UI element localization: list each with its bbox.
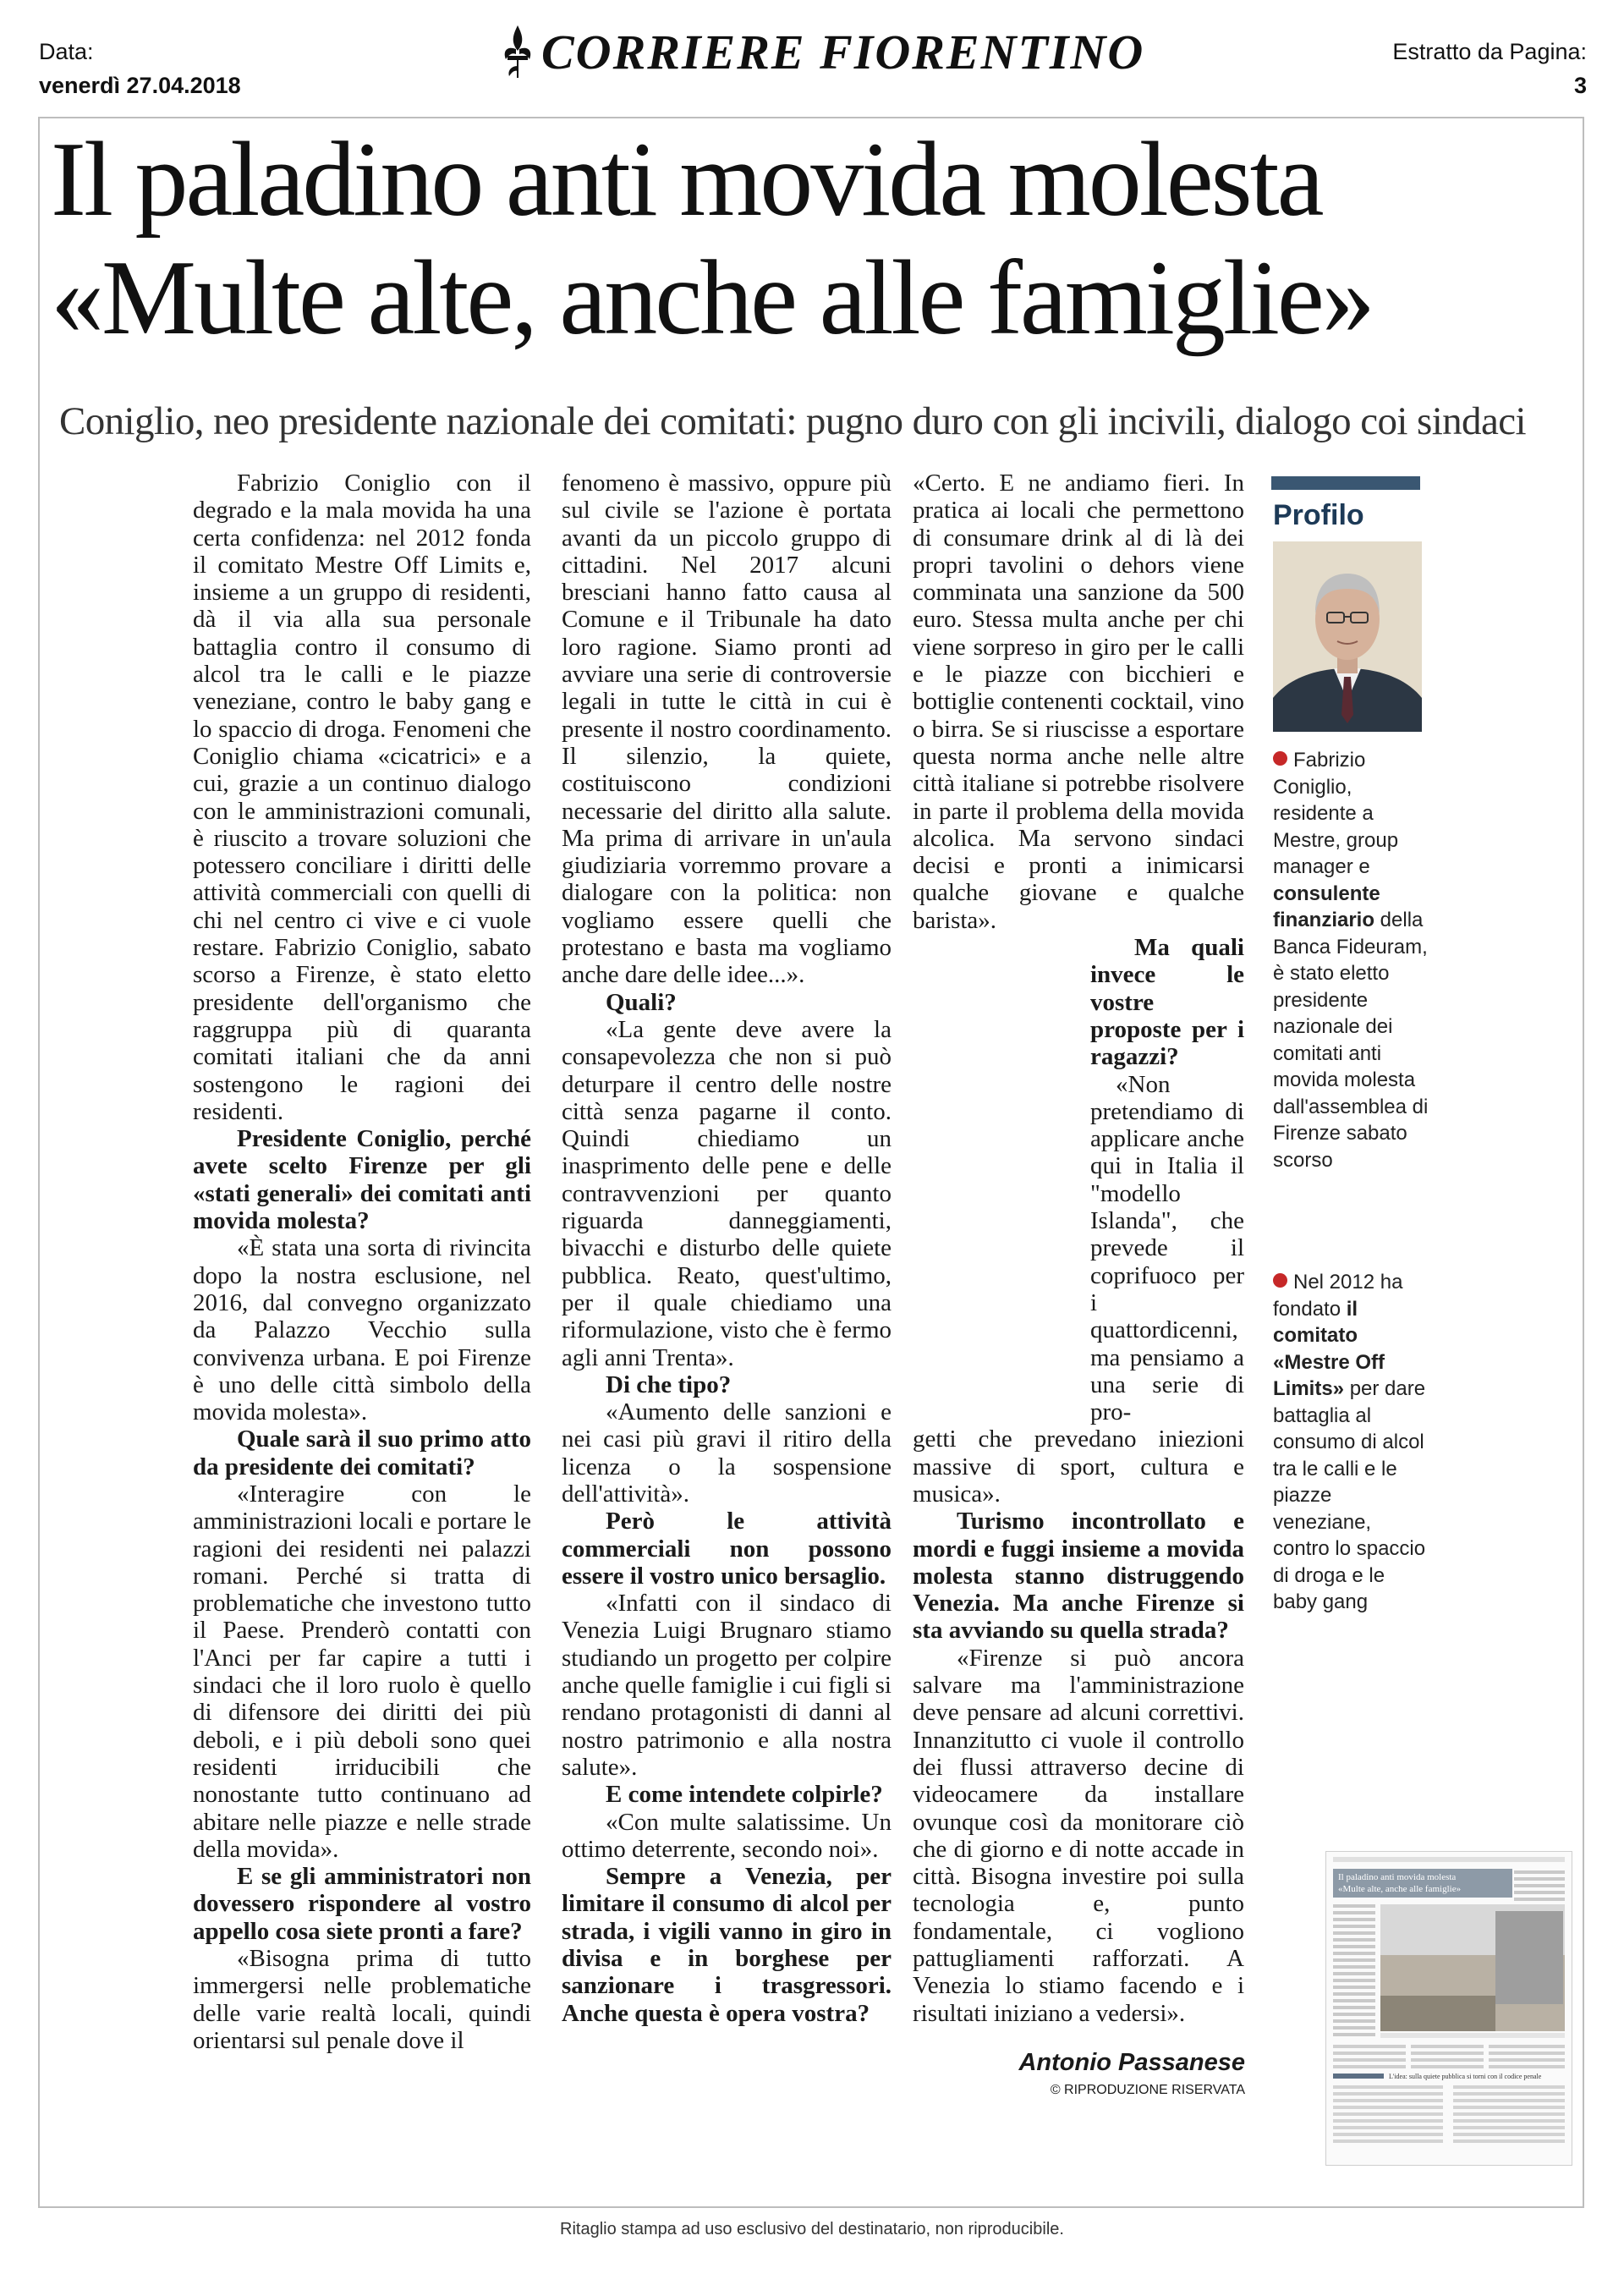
masthead (501, 24, 1145, 83)
paragraph: «Interagire con le amministrazioni locali e portare le ragioni dei residenti nei palazzi romani. Perché si tratta di problematiche che investono tutto il Paese. Prenderò contatti con l'Anci per far capire a tutti i sindaci che il loro ruolo è quello di difensore dei diritti dei più deboli, e i più deboli sono quei residenti irriducibili che nonostante tutto continuano ad abitare nelle piazze e nelle strade della movida». (193, 1480, 531, 1863)
paragraph: «Certo. E ne andiamo fieri. In pratica ai locali che permettono di consumare drink al di là dei propri tavolini o dehors viene comminata una sanzione da 500 euro. Stessa multa anche per chi viene sorpreso in giro per le calli e le piazze con bicchieri e bottiglie contenenti cocktail, vino o birra. Se si riuscisse a esportare questa norma anche nelle altre città italiane si potrebbe risolvere in parte il problema della movida alcolica. Ma servono sindaci decisi e pronti a inimicarsi qualche giovane e qualche barista». (913, 470, 1244, 934)
headline-line-1: Il paladino anti movida molesta (51, 121, 1322, 239)
question: Presidente Coniglio, perché avete scelto Firenze per gli «stati generali» dei comitati anti movida molesta? (193, 1125, 531, 1235)
profile-bullet-1: Fabrizio Coniglio, residente a Mestre, group manager e consulente finanziario della Banca Fideuram, è stato eletto presidente nazionale dei comitati anti movida molesta dall'assemblea di Firenze sabato scorso (1273, 749, 1429, 1172)
profile-accent-bar (1271, 476, 1420, 490)
date-label: Data: (39, 39, 94, 64)
article-column-2 (562, 470, 892, 2027)
page-label: Estratto da Pagina: (1392, 39, 1587, 64)
red-bullet-icon (1273, 1273, 1287, 1288)
page-thumbnail (1325, 1851, 1572, 2166)
article-column-3 (913, 470, 1244, 2027)
paragraph: «Non pretendiamo di applicare anche qui in Italia il "modello Islanda", che prevede il coprifuoco per i quattordicenni, ma pensiamo a una serie di pro- (1090, 1070, 1244, 1426)
question: Quali? (606, 988, 677, 1016)
portrait-illustration (1273, 541, 1422, 732)
subheadline: Coniglio, neo presidente nazionale dei comitati: pugno duro con gli incivili, dialogo coi sindaci (59, 399, 1526, 443)
author-byline: Antonio Passanese (1018, 2049, 1245, 2076)
page-number: 3 (1573, 73, 1587, 98)
footer-disclaimer: Ritaglio stampa ad uso esclusivo del destinatario, non riproducibile. (560, 2220, 1064, 2238)
thumb-banner: L'idea: sulla quiete pubblica si torni con il codice penale (1389, 2073, 1542, 2080)
date-value: venerdì 27.04.2018 (39, 73, 241, 98)
paragraph: «Aumento delle sanzioni e nei casi più gravi il ritiro della licenza o la sospensione dell'attività». (562, 1398, 892, 1508)
paragraph: «È stata una sorta di rivincita dopo la nostra esclusione, nel 2016, dal convegno organizzato da Palazzo Vecchio sulla convivenza urbana. E poi Firenze è uno delle città simbolo della movida molesta». (193, 1234, 531, 1426)
paragraph: «Bisogna prima di tutto immergersi nelle problematiche delle varie realtà locali, quindi orientarsi sul penale dove il (193, 1945, 531, 2054)
page-thumbnail-preview (1326, 1852, 1572, 2165)
paragraph: fenomeno è massivo, oppure più sul civile se l'azione è portata avanti da un piccolo gruppo di cittadini. Nel 2017 alcuni bresciani hanno fatto causa al Comune e il Tribunale ha dato loro ragione. Siamo pronti ad avviare una serie di controversie legali in tutte le città in cui è presente il nostro coordinamento. Il silenzio, la quiete, costituiscono condizioni necessarie del diritto alla salute. Ma prima di arrivare in un'aula giudiziaria vorremmo provare a dialogare con la politica: non vogliamo essere quelli che protestano e basta ma vogliamo anche dare delle idee...». (562, 470, 892, 989)
profile-title: Profilo (1273, 499, 1364, 531)
paragraph: «Con multe salatissime. Un ottimo deterrente, secondo noi». (562, 1808, 892, 1863)
portrait-photo (1273, 541, 1422, 732)
paragraph: getti che prevedano iniezioni massive di sport, cultura e musica». (913, 1425, 1244, 1508)
question: E se gli amministratori non dovessero rispondere al vostro appello cosa siete pronti a fare? (193, 1863, 531, 1945)
thumb-headline-2: «Multe alte, anche alle famiglie» (1338, 1884, 1462, 1894)
question: E come intendete colpirle? (606, 1781, 883, 1809)
question: Quale sarà il suo primo atto da presidente dei comitati? (193, 1425, 531, 1480)
question: Però le attività commerciali non possono essere il vostro unico bersaglio. (562, 1508, 892, 1590)
masthead-title: CORRIERE FIORENTINO (541, 25, 1145, 80)
question: Di che tipo? (606, 1370, 732, 1398)
headline-line-2: «Multe alte, anche alle famiglie» (51, 239, 1373, 357)
question: Turismo incontrollato e mordi e fuggi insieme a movida molesta stanno distruggendo Venezia. Ma anche Firenze si sta avviando su quella strada? (913, 1508, 1244, 1645)
copyright-notice: © RIPRODUZIONE RISERVATA (1050, 2083, 1245, 2097)
paragraph: «La gente deve avere la consapevolezza che non si può deturpare il centro delle nostre città senza pagarne il conto. Quindi chiediamo un inasprimento delle pene e delle contravvenzioni per quanto riguarda danneggiamenti, bivacchi e disturbo delle quiete pubblica. Reato, quest'ultimo, per il quale chiediamo una riformulazione, visto che è fermo agli anni Trenta». (562, 1015, 892, 1371)
paragraph: «Firenze si può ancora salvare ma l'amministrazione deve pensare ad alcuni correttivi. Innanzitutto ci vuole il controllo dei flussi attraverso decine di videocamere da installare ovunque così da monitorare ciò che di giorno e di notte accade in città. Bisogna investire poi sulla tecnologia e, punto fondamentale, ci vogliono pattugliamenti rafforzati. A Venezia lo stiamo facendo e i risultati iniziano a vedersi». (913, 1644, 1244, 2027)
article-column-1 (193, 470, 531, 2054)
thumb-headline-1: Il paladino anti movida molesta (1338, 1872, 1457, 1882)
paragraph: Fabrizio Coniglio con il degrado e la mala movida ha una certa confidenza: nel 2012 fonda il comitato Mestre Off Limits e, insieme a un gruppo di residenti, dà il via alla sua personale battaglia contro il consumo di alcol tra le calli e le piazze veneziane, contro le baby gang e lo spaccio di droga. Fenomeni che Coniglio chiama «cicatrici» e a cui, grazie a un continuo dialogo con le amministrazioni comunali, è riuscito a trovare soluzioni che potessero conciliare i diritti delle attività commerciali con quelli di chi nel centro ci vive e ci vuole restare. Fabrizio Coniglio, sabato scorso a Firenze, è stato eletto presidente dell'organismo che raggruppa più di quaranta comitati italiani che da anni sostengono le ragioni dei residenti. (193, 470, 531, 1125)
question: Ma quali invece le vostre proposte per i ragazzi? (1090, 934, 1244, 1071)
paragraph: «Infatti con il sindaco di Venezia Luigi Brugnaro stiamo studiando un progetto per colpire anche quelle famiglie i cui figli si rendano protagonisti di danni al nostro patrimonio e alla nostra salute». (562, 1590, 892, 1781)
profile-bullet-2: Nel 2012 ha fondato il comitato «Mestre Off Limits» per dare battaglia al consumo di alcol tra le calli e le piazze veneziane, contro lo spaccio di droga e le baby gang (1273, 1271, 1426, 1613)
lily-logo-icon (501, 24, 535, 80)
red-bullet-icon (1273, 751, 1287, 766)
question: Sempre a Venezia, per limitare il consumo di alcol per strada, i vigili vanno in giro in divisa e in borghese per sanzionare i trasgressori. Anche questa è opera vostra? (562, 1863, 892, 2027)
